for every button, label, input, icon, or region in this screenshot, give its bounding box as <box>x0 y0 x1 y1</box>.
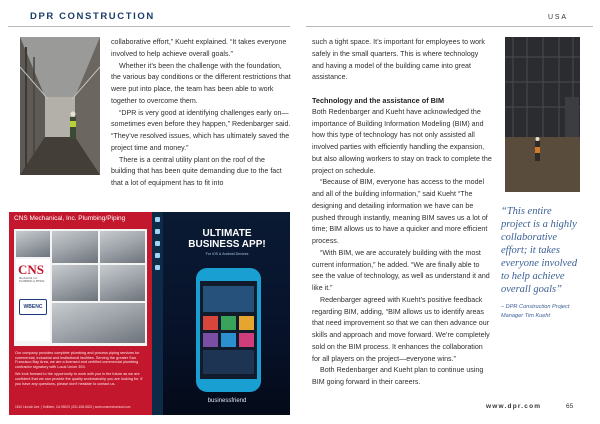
cns-ad-paragraph: Our company provides complete plumbing and process piping services for commercial, industrial and institutional facilities. Serving the greater San Francisco Bay Area, we are a licensed and certified commercial plumbing contractor signatory with Local Union 393. <box>15 351 140 369</box>
paragraph: Both Redenbarger and Kueht have acknowledged the importance of Building Information Modeling (BIM) and how this type of technology has not only assisted all involved parties with efficiently handling the expansion, but also allowing workers to stay on track to complete the project on schedule. <box>312 107 492 175</box>
country-label: USA <box>548 14 568 21</box>
app-ad-brand: businessfriend <box>207 398 247 404</box>
paragraph: Both Redenbarger and Kueht plan to continue using BIM going forward in their careers. <box>312 366 484 386</box>
header-rule-left <box>8 26 290 27</box>
envelope-icon <box>155 229 160 234</box>
brand-name: DPR CONSTRUCTION <box>30 11 155 22</box>
cns-ad-contact: 1810 Lincoln Ave. | Hollister, CA 95023 | 831-636-5822 | www.cnsmechanical.com <box>15 405 131 409</box>
cns-facility-photo <box>52 265 98 301</box>
cns-facility-photo <box>52 231 98 263</box>
app-tile <box>221 316 236 330</box>
article-column-right <box>312 37 492 389</box>
paragraph: There is a central utility plant on the roof of the building that has been quite demanding due to the fact that a lot of equipment has to fit into <box>111 155 282 187</box>
paragraph: Whether it’s been the challenge with the foundation, the various bay conditions or the different restrictions that were put into place, the team has been able to work together to overcome them. <box>111 61 291 105</box>
cns-ad-title: CNS Mechanical, Inc. Plumbing/Piping <box>14 215 126 222</box>
cns-logo-subtitle: Mechanical, Inc. PLUMBING & PIPING <box>19 277 45 283</box>
app-tile <box>239 333 254 347</box>
paragraph: such a tight space. It’s important for employees to work safely in the small quarters. This is where technology and having a model of the building came into great assistance. <box>312 38 485 82</box>
cns-facility-photo <box>100 231 145 263</box>
app-banner-tile <box>203 286 254 312</box>
app-ad-subline: For iOS & Android Devices <box>205 252 249 256</box>
construction-corridor-photo <box>20 37 100 175</box>
cns-ad-paragraph: We look forward to the opportunity to work with you in the future as we are confident that we can provide the quality workmanship you are looking for. If you have any questions, please don’t hesitate to contact us. <box>15 372 143 386</box>
pull-quote-attribution: – DPR Construction Project Manager Tim Kueht <box>501 304 570 319</box>
section-heading: Technology and the assistance of BIM <box>312 96 445 105</box>
app-ad-headline-line1: ULTIMATE <box>202 228 252 239</box>
cns-facility-photo <box>52 303 145 343</box>
paragraph: “Because of BIM, everyone has access to the model and all of the building information,” said Kueht “The designing and detailing information we have can be pushed through instantly, meaning BIM saves us a lot of time; BIM allows us to have a quicker and more efficient process. <box>312 178 488 245</box>
page-number: 65 <box>566 403 574 410</box>
cns-facility-photo <box>16 231 50 257</box>
app-tile <box>203 333 218 347</box>
paragraph: “With BIM, we are accurately building with the most current information,” he added. “We are finally able to see the value of technology, as well as understand it and like it.” <box>312 248 490 292</box>
cns-logo: CNS <box>18 262 45 277</box>
app-tile <box>239 316 254 330</box>
cns-ad-copy <box>15 351 146 386</box>
app-tile <box>203 316 218 330</box>
search-icon <box>155 265 160 270</box>
paragraph: Redenbarger agreed with Kueht’s positive feedback regarding BIM, adding, “BIM allows us to identify areas that need improvement so that we can then advance our skills and approach and move forward. We’re completely sold on the BIM process. It enhances the collaboration for all players on the project—everyone wins.” <box>312 295 490 363</box>
paragraph: “DPR is very good at identifying challenges early on—sometimes even before they happen,” Redenbarger said. “They’ve resolved issues, which has ultimately saved the project time and money.” <box>111 108 291 152</box>
paragraph: collaborative effort,” Kueht explained. “It takes everyone involved to help achieve overall goals.” <box>111 38 287 58</box>
construction-site-photo <box>505 37 580 192</box>
wbenc-badge: WBENC <box>19 299 47 315</box>
app-tile <box>221 333 236 347</box>
header-rule-right <box>306 26 593 27</box>
article-column-left <box>111 37 291 190</box>
cns-facility-photo <box>100 265 145 301</box>
home-icon <box>155 217 160 222</box>
pull-quote: “This entire project is a highly collaborative effort; it takes everyone involved to help achieve overall goals” <box>501 206 578 295</box>
app-ad-headline <box>168 228 286 250</box>
menu-icon <box>155 253 160 258</box>
share-icon <box>155 241 160 246</box>
app-ad-headline-line2: BUSINESS APP! <box>188 239 266 250</box>
footer-website-link[interactable]: www.dpr.com <box>486 403 542 410</box>
app-list-tile <box>203 350 254 374</box>
